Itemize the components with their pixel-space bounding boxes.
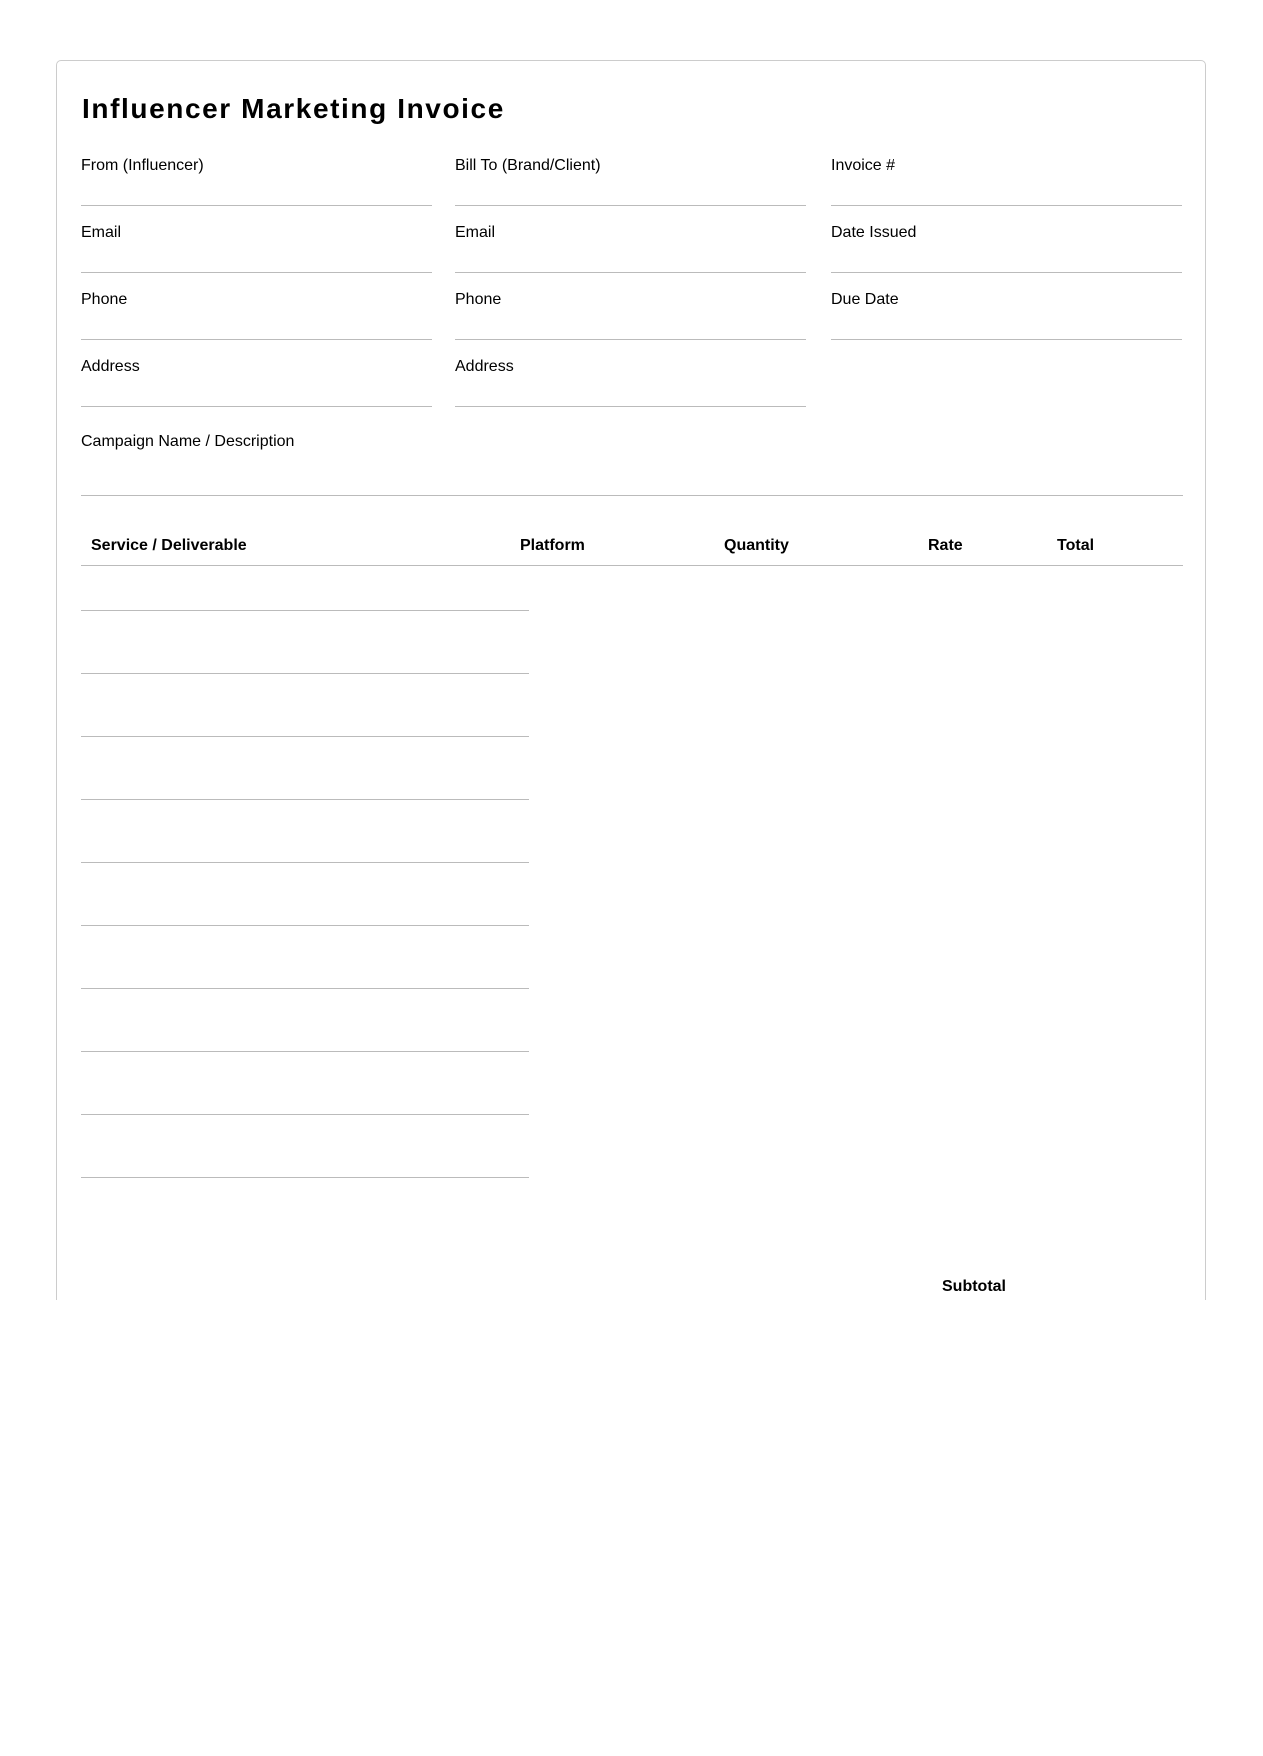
rate-input[interactable] [919, 952, 1040, 988]
platform-input[interactable] [511, 637, 707, 673]
bill-to-address-label: Address [455, 358, 514, 375]
from-name-input[interactable] [81, 175, 432, 206]
platform-input[interactable] [511, 1078, 707, 1114]
bill-to-address-input[interactable] [455, 376, 806, 407]
platform-input[interactable] [511, 1015, 707, 1051]
quantity-input[interactable] [715, 1141, 911, 1177]
service-input[interactable] [81, 763, 529, 800]
total-input[interactable] [1048, 1015, 1174, 1051]
date-issued-field [831, 224, 1182, 273]
table-row [81, 1070, 1183, 1133]
quantity-input[interactable] [715, 763, 911, 799]
campaign-input[interactable] [81, 451, 1183, 496]
platform-input[interactable] [511, 952, 707, 988]
service-input[interactable] [81, 1078, 529, 1115]
from-name-label: From (Influencer) [81, 157, 204, 174]
total-input[interactable] [1048, 574, 1174, 610]
service-input[interactable] [81, 889, 529, 926]
from-address-field [81, 358, 432, 407]
quantity-input[interactable] [715, 889, 911, 925]
table-row [81, 755, 1183, 818]
from-email-label: Email [81, 224, 122, 241]
from-email-input[interactable] [81, 242, 432, 273]
column-header-total: Total [1057, 537, 1095, 554]
page-title: Influencer Marketing Invoice [82, 93, 505, 124]
rate-input[interactable] [919, 1078, 1040, 1114]
quantity-input[interactable] [715, 700, 911, 736]
table-row [81, 881, 1183, 944]
platform-input[interactable] [511, 700, 707, 736]
quantity-input[interactable] [715, 952, 911, 988]
service-input[interactable] [81, 952, 529, 989]
from-phone-input[interactable] [81, 309, 432, 340]
campaign-label: Campaign Name / Description [81, 433, 295, 450]
quantity-input[interactable] [715, 637, 911, 673]
total-input[interactable] [1048, 1141, 1174, 1177]
invoice-number-field [831, 157, 1182, 206]
table-row [81, 566, 1183, 629]
column-header-platform: Platform [520, 537, 585, 554]
service-input[interactable] [81, 1141, 529, 1178]
invoice-number-label: Invoice # [831, 157, 896, 174]
bill-to-phone-input[interactable] [455, 309, 806, 340]
quantity-input[interactable] [715, 826, 911, 862]
rate-input[interactable] [919, 763, 1040, 799]
quantity-input[interactable] [715, 1015, 911, 1051]
service-input[interactable] [81, 700, 529, 737]
total-input[interactable] [1048, 637, 1174, 673]
from-phone-field [81, 291, 432, 340]
platform-input[interactable] [511, 574, 707, 610]
bill-to-email-field [455, 224, 806, 273]
total-input[interactable] [1048, 952, 1174, 988]
bill-to-email-label: Email [455, 224, 496, 241]
column-header-rate: Rate [928, 537, 963, 554]
platform-input[interactable] [511, 826, 707, 862]
total-input[interactable] [1048, 826, 1174, 862]
bill-to-phone-label: Phone [455, 291, 502, 308]
bill-to-name-label: Bill To (Brand/Client) [455, 157, 601, 174]
bill-to-address-field [455, 358, 806, 407]
quantity-input[interactable] [715, 1078, 911, 1114]
due-date-label: Due Date [831, 291, 899, 308]
bill-to-phone-field [455, 291, 806, 340]
rate-input[interactable] [919, 700, 1040, 736]
campaign-field [81, 433, 1183, 496]
table-row [81, 692, 1183, 755]
date-issued-input[interactable] [831, 242, 1182, 273]
service-input[interactable] [81, 1015, 529, 1052]
table-row [81, 629, 1183, 692]
table-row [81, 818, 1183, 881]
table-row [81, 1133, 1183, 1196]
column-header-service: Service / Deliverable [91, 537, 247, 554]
subtotal-label: Subtotal [942, 1278, 1006, 1295]
invoice-number-input[interactable] [831, 175, 1182, 206]
rate-input[interactable] [919, 574, 1040, 610]
from-address-label: Address [81, 358, 140, 375]
from-phone-label: Phone [81, 291, 128, 308]
invoice-card [56, 60, 1206, 1300]
line-items-table [81, 527, 1183, 1196]
platform-input[interactable] [511, 1141, 707, 1177]
rate-input[interactable] [919, 1015, 1040, 1051]
rate-input[interactable] [919, 637, 1040, 673]
total-input[interactable] [1048, 1078, 1174, 1114]
service-input[interactable] [81, 574, 529, 611]
platform-input[interactable] [511, 763, 707, 799]
rate-input[interactable] [919, 1141, 1040, 1177]
bill-to-name-field [455, 157, 806, 206]
table-row [81, 944, 1183, 1007]
rate-input[interactable] [919, 889, 1040, 925]
from-email-field [81, 224, 432, 273]
due-date-input[interactable] [831, 309, 1182, 340]
total-input[interactable] [1048, 700, 1174, 736]
from-name-field [81, 157, 432, 206]
rate-input[interactable] [919, 826, 1040, 862]
due-date-field [831, 291, 1182, 340]
total-input[interactable] [1048, 889, 1174, 925]
date-issued-label: Date Issued [831, 224, 917, 241]
service-input[interactable] [81, 637, 529, 674]
table-row [81, 1007, 1183, 1070]
from-address-input[interactable] [81, 376, 432, 407]
table-header [81, 527, 1183, 566]
platform-input[interactable] [511, 889, 707, 925]
bill-to-email-input[interactable] [455, 242, 806, 273]
total-input[interactable] [1048, 763, 1174, 799]
service-input[interactable] [81, 826, 529, 863]
column-header-quantity: Quantity [724, 537, 789, 554]
bill-to-name-input[interactable] [455, 175, 806, 206]
quantity-input[interactable] [715, 574, 911, 610]
